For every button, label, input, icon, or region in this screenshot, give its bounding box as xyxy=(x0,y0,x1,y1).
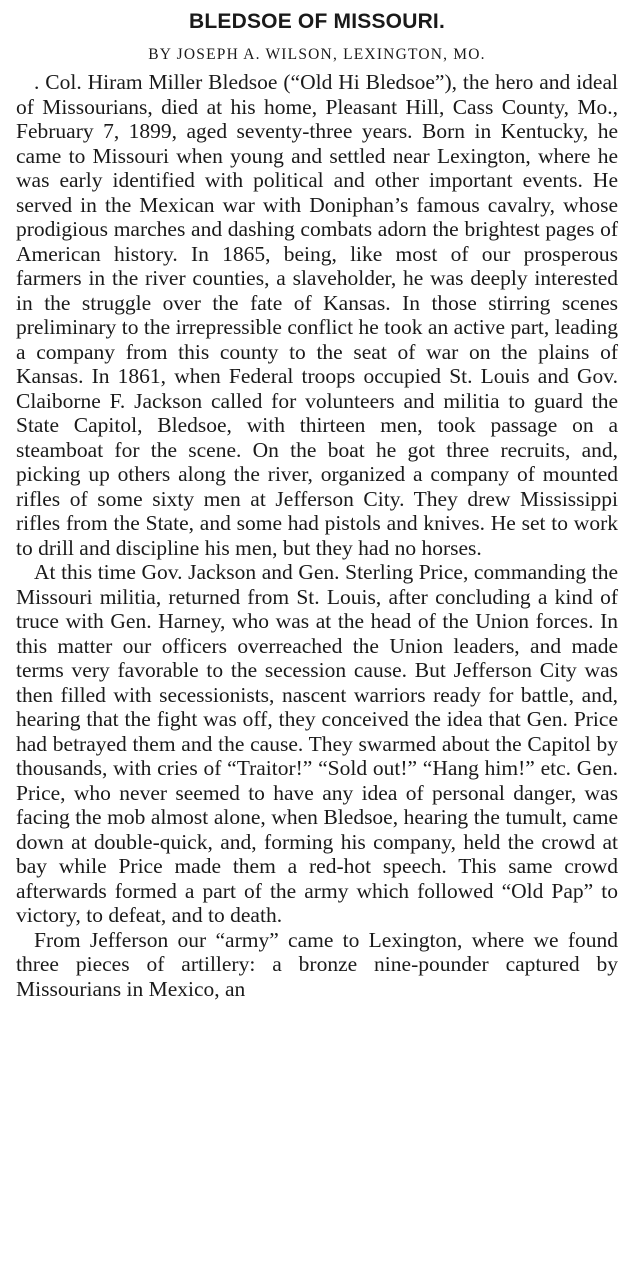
article-byline: BY JOSEPH A. WILSON, LEXINGTON, MO. xyxy=(148,46,486,63)
article-body xyxy=(16,70,618,1001)
article-title: BLEDSOE OF MISSOURI. xyxy=(188,10,446,33)
article-paragraph: From Jefferson our “army” came to Lexington, where we found three pieces of artillery: a bronze nine-pounder captured by Missourians in Mexico, an xyxy=(16,927,618,1001)
article-paragraph: At this time Gov. Jackson and Gen. Sterling Price, commanding the Missouri militia, returned from St. Louis, after concluding a kind of truce with Gen. Harney, who was at the head of the Union forces. In this matter our officers overreached the Union leaders, and made terms very favorable to the secession cause. But Jefferson City was then filled with secessionists, nascent warriors ready for battle, and, hearing that the fight was off, they conceived the idea that Gen. Price had betrayed them and the cause. They swarmed about the Capitol by thousands, with cries of “Traitor!” “Sold out!” “Hang him!” etc. Gen. Price, who never seemed to have any idea of personal danger, was facing the mob almost alone, when Bledsoe, hearing the tumult, came down at double-quick, and, forming his company, held the crowd at bay while Price made them a red-hot speech. This same crowd afterwards formed a part of the army which followed “Old Pap” to victory, to defeat, and to death. xyxy=(16,560,618,927)
document-page xyxy=(16,8,618,1001)
article-paragraph: . Col. Hiram Miller Bledsoe (“Old Hi Bledsoe”), the hero and ideal of Missourians, died at his home, Pleasant Hill, Cass County, Mo., February 7, 1899, aged seventy-three years. Born in Kentucky, he came to Missouri when young and settled near Lexington, where he was early identified with political and other important events. He served in the Mexican war with Doniphan’s famous cavalry, whose prodigious marches and dashing combats adorn the brightest pages of American history. In 1865, being, like most of our prosperous farmers in the river counties, a slaveholder, he was deeply interested in the struggle over the fate of Kansas. In those stirring scenes preliminary to the irrepressible conflict he took an active part, leading a company from this county to the seat of war on the plains of Kansas. In 1861, when Federal troops occupied St. Louis and Gov. Claiborne F. Jackson called for volunteers and militia to guard the State Capitol, Bledsoe, with thirteen men, took passage on a steamboat for the scene. On the boat he got three recruits, and, picking up others along the river, organized a company of mounted rifles of some sixty men at Jefferson City. They drew Mississippi rifles from the State, and some had pistols and knives. He set to work to drill and discipline his men, but they had no horses. xyxy=(16,70,618,560)
